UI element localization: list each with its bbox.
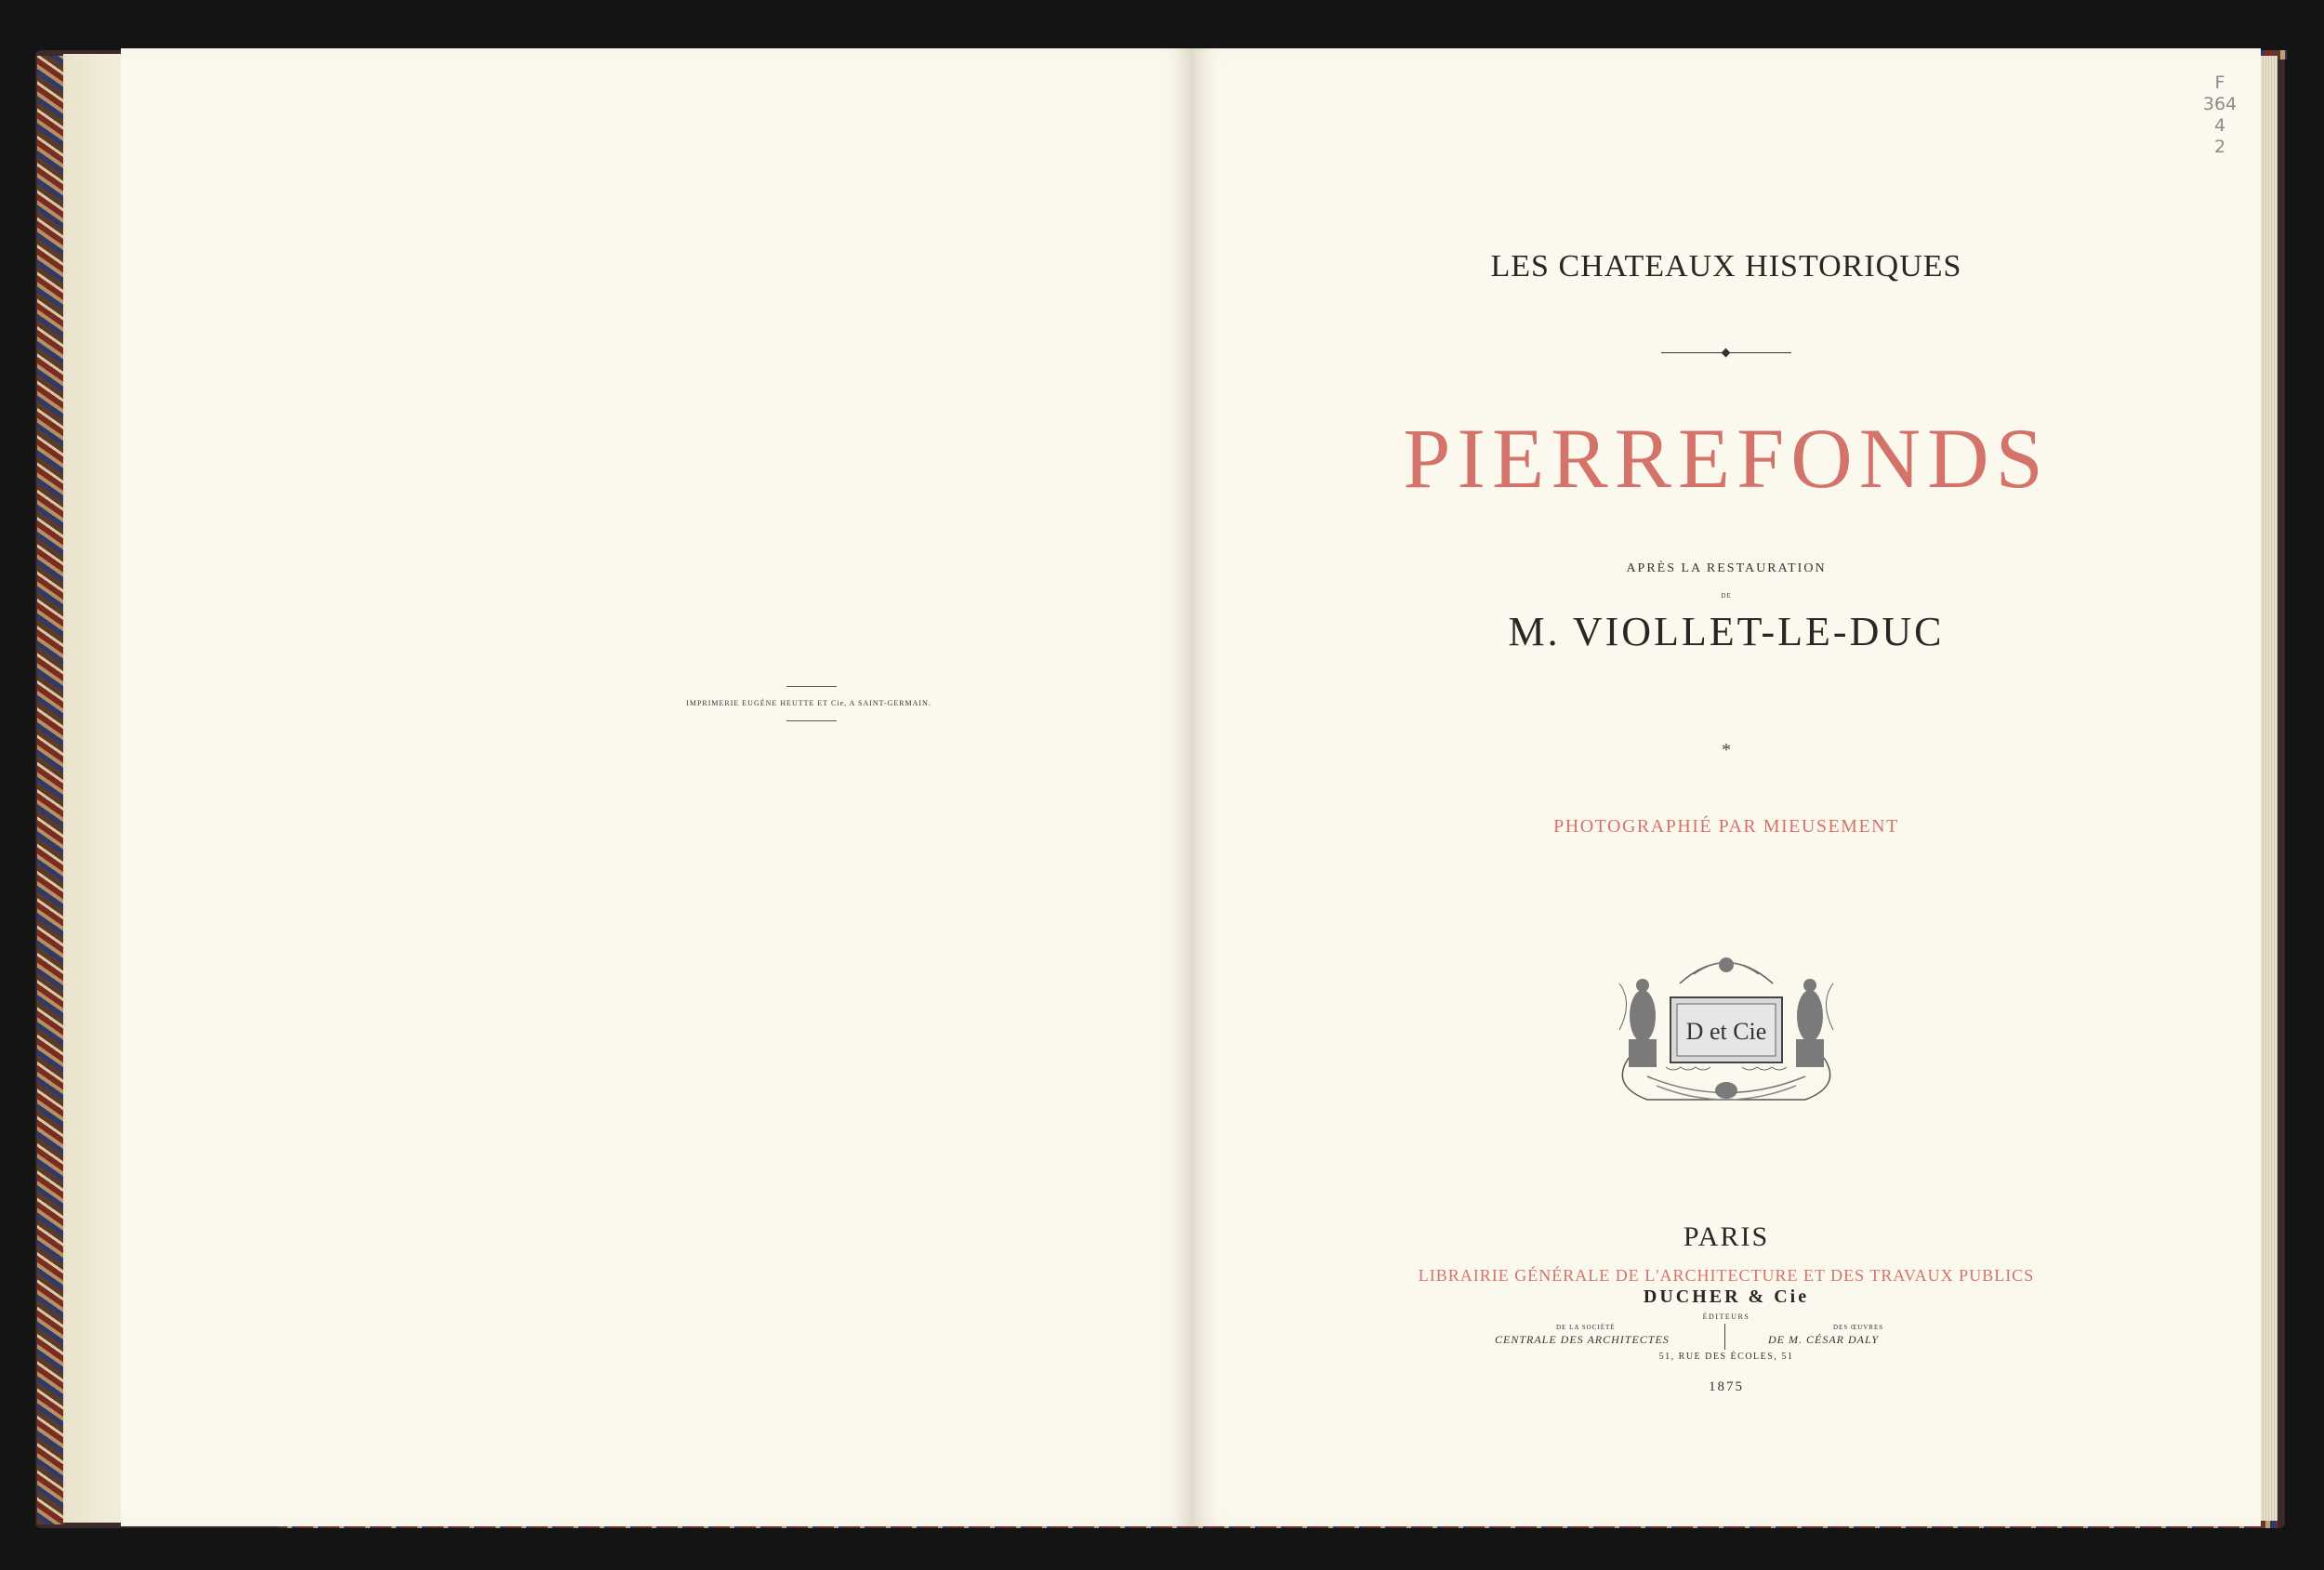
- left-society-prefix: DE LA SOCIÉTÉ: [1556, 1324, 1616, 1331]
- photographer-credit: PHOTOGRAPHIÉ PAR MIEUSEMENT: [1553, 816, 1899, 837]
- city: PARIS: [1683, 1221, 1770, 1252]
- star-ornament: *: [1722, 740, 1731, 760]
- left-page: [121, 48, 1192, 1526]
- after-restoration: APRÈS LA RESTAURATION: [1626, 561, 1827, 575]
- shelfmark-line: 364: [2202, 94, 2238, 114]
- title-page: [1192, 48, 2261, 1526]
- imprint-rule-top: [786, 686, 837, 687]
- series-title: LES CHATEAUX HISTORIQUES: [1490, 249, 1962, 284]
- marbled-edge-left: [37, 56, 65, 1524]
- vignette-monogram: D et Cie: [1685, 1018, 1767, 1045]
- publisher-vignette: [1591, 946, 1861, 1104]
- de-label: DE: [1721, 592, 1732, 600]
- shelfmark-line: 4: [2213, 115, 2226, 136]
- shelfmark-line: F: [2214, 73, 2225, 93]
- author-name: M. VIOLLET-LE-DUC: [1508, 609, 1945, 654]
- libraire-line: LIBRAIRIE GÉNÉRALE DE L'ARCHITECTURE ET DES TRAVAUX PUBLICS: [1418, 1266, 2035, 1285]
- right-society: DE M. CÉSAR DALY: [1768, 1333, 1880, 1346]
- left-society: CENTRALE DES ARCHITECTES: [1495, 1333, 1670, 1346]
- endleaf: [63, 54, 128, 1523]
- publisher-name: DUCHER & Cie: [1643, 1286, 1810, 1307]
- ornament-rule: [1192, 344, 2261, 351]
- society-separator: [1724, 1324, 1725, 1350]
- publication-year: 1875: [1709, 1379, 1744, 1394]
- imprint-rule-bottom: [786, 720, 837, 721]
- main-title: PIERREFONDS: [1403, 411, 2050, 506]
- editors-label: ÉDITEURS: [1702, 1313, 1750, 1321]
- right-society-prefix: DES ŒUVRES: [1833, 1324, 1884, 1331]
- imprint-note: IMPRIMERIE EUGÈNE HEUTTE ET Cie, A SAINT-GERMAIN.: [686, 699, 931, 707]
- shelfmark-annotation: [2201, 73, 2238, 158]
- shelfmark-line: 2: [2213, 137, 2226, 157]
- address: 51, RUE DES ÉCOLES, 51: [1658, 1352, 1794, 1362]
